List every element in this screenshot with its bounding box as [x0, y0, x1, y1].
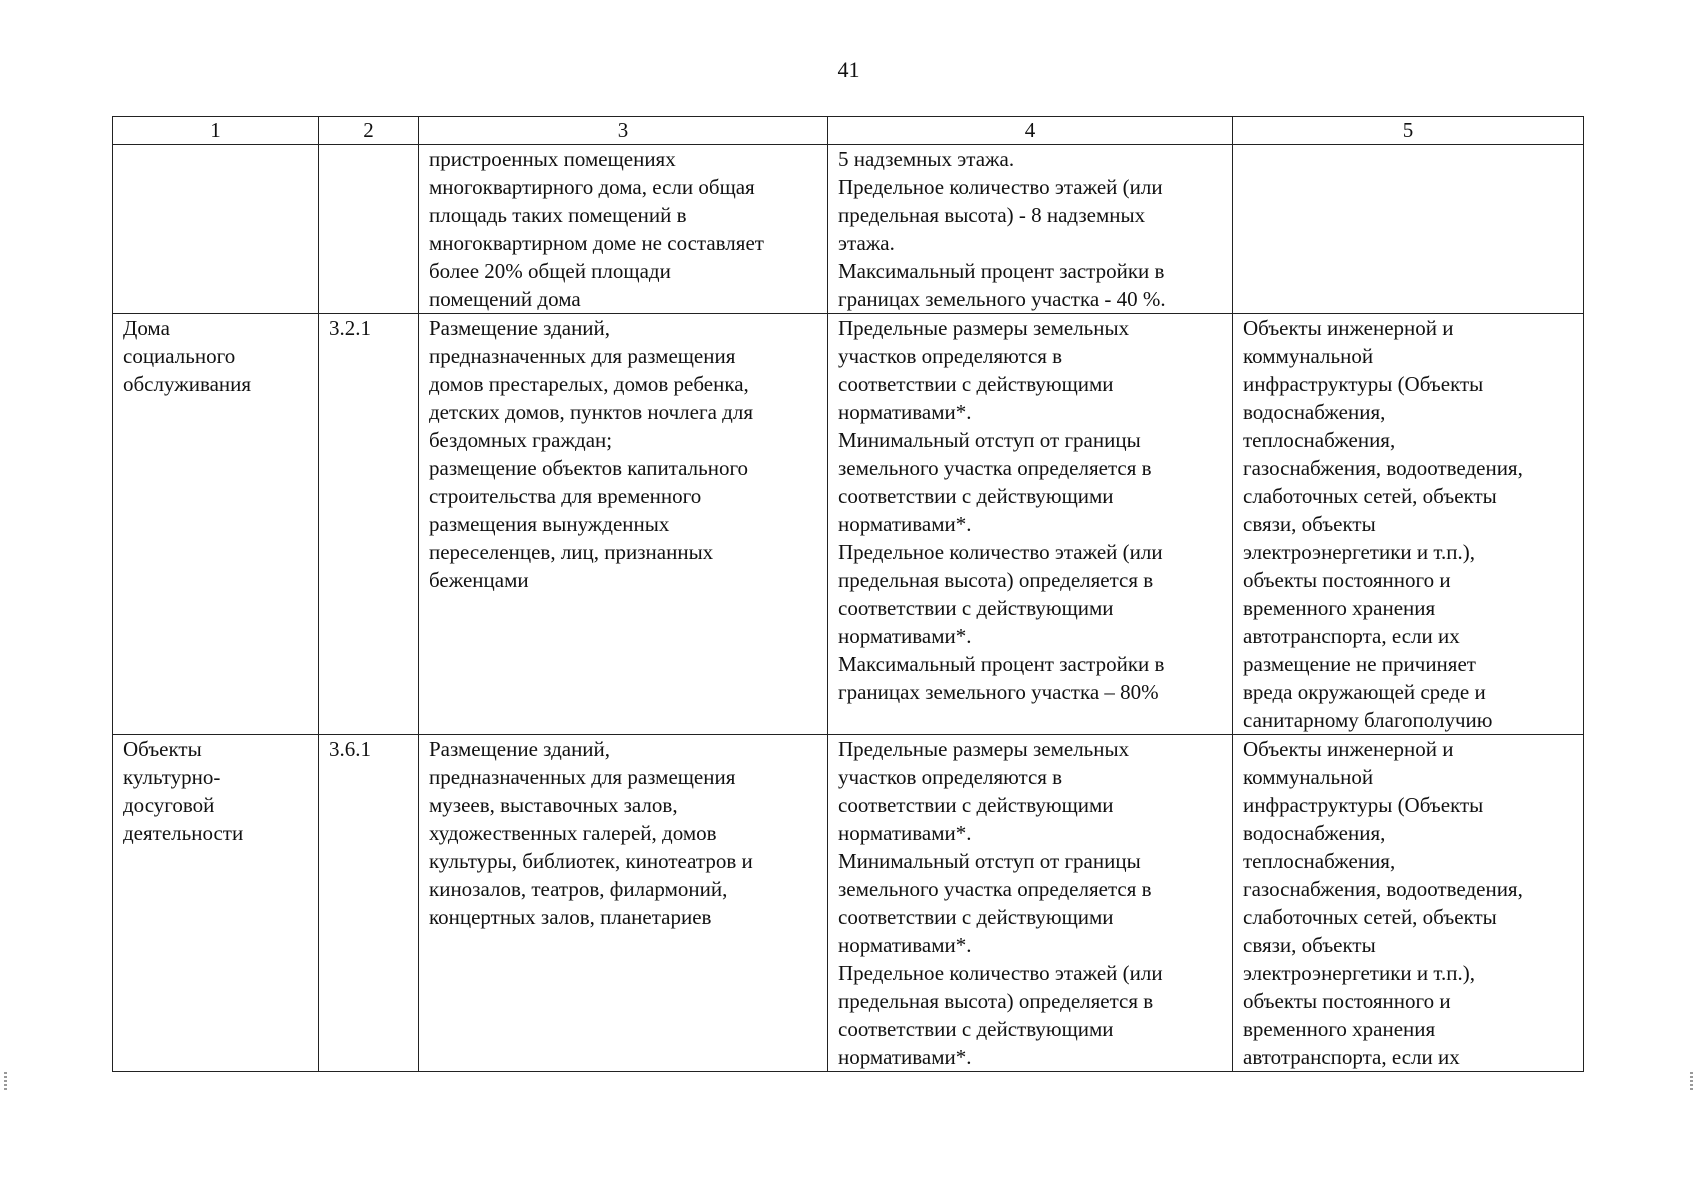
cell-text-line: инфраструктуры (Объекты [1243, 793, 1484, 817]
cell-text-line: электроэнергетики и т.п.), [1243, 540, 1475, 564]
cell-text-line: домов престарелых, домов ребенка, [429, 372, 749, 396]
cell-text-line: многоквартирном доме не составляет [429, 231, 764, 255]
cell-text-line: вреда окружающей среде и [1243, 680, 1486, 704]
cell-text-line: автотранспорта, если их [1243, 1045, 1460, 1069]
cell-text-line: помещений дома [429, 287, 581, 311]
description-cell [419, 314, 828, 735]
cell-text-line: Предельное количество этажей (или [838, 961, 1163, 985]
cell-text-line: Максимальный процент застройки в [838, 259, 1165, 283]
cell-text-line: Максимальный процент застройки в [838, 652, 1165, 676]
page-number: 41 [837, 57, 860, 82]
cell-text-line: теплоснабжения, [1243, 849, 1396, 873]
cell-text-line: земельного участка определяется в [838, 877, 1152, 901]
cell-text-line: пристроенных помещениях [429, 147, 676, 171]
cell-text-line: теплоснабжения, [1243, 428, 1396, 452]
cell-text-line: деятельности [123, 821, 244, 845]
cell-text-line: предельная высота) - 8 надземных [838, 203, 1146, 227]
table-header-row [113, 117, 1584, 145]
cell-text-line: нормативами*. [838, 512, 972, 536]
scan-edge-mark [1690, 1072, 1693, 1092]
cell-text-line: связи, объекты [1243, 512, 1376, 536]
cell-text-line: электроэнергетики и т.п.), [1243, 961, 1475, 985]
cell-text-line: газоснабжения, водоотведения, [1243, 456, 1523, 480]
cell-text-line: связи, объекты [1243, 933, 1376, 957]
cell-text-line: инфраструктуры (Объекты [1243, 372, 1484, 396]
use-code-cell: 3.6.1 [319, 735, 419, 1072]
cell-text-line: культурно- [123, 765, 221, 789]
scan-edge-mark [4, 1072, 7, 1092]
cell-text-line: музеев, выставочных залов, [429, 793, 678, 817]
cell-text-line: участков определяются в [838, 344, 1063, 368]
cell-text-line: границах земельного участка - 40 %. [838, 287, 1166, 311]
cell-text-line: размещение не причиняет [1243, 652, 1476, 676]
table-row [113, 735, 1584, 1072]
column-header: 1 [113, 117, 319, 145]
cell-text-line: водоснабжения, [1243, 821, 1386, 845]
cell-text-line: соответствии с действующими [838, 793, 1114, 817]
cell-text-line: этажа. [838, 231, 895, 255]
cell-text-line: предельная высота) определяется в [838, 568, 1154, 592]
cell-text-line: нормативами*. [838, 624, 972, 648]
cell-text-line: размещения вынужденных [429, 512, 670, 536]
use-type-cell [113, 735, 319, 1072]
cell-text-line: нормативами*. [838, 400, 972, 424]
cell-text-line: Предельные размеры земельных [838, 737, 1130, 761]
use-type-cell [113, 145, 319, 314]
column-header: 4 [828, 117, 1233, 145]
cell-text-line: Размещение зданий, [429, 737, 611, 761]
cell-text-line: санитарному благополучию [1243, 708, 1493, 732]
cell-text-line: Предельные размеры земельных [838, 316, 1130, 340]
cell-text-line: обслуживания [123, 372, 252, 396]
cell-text-line: соответствии с действующими [838, 484, 1114, 508]
cell-text-line: соответствии с действующими [838, 372, 1114, 396]
cell-text-line: газоснабжения, водоотведения, [1243, 877, 1523, 901]
cell-text-line: соответствии с действующими [838, 905, 1114, 929]
use-code-cell: 3.2.1 [319, 314, 419, 735]
cell-text-line: временного хранения [1243, 1017, 1436, 1041]
cell-text-line: Минимальный отступ от границы [838, 428, 1141, 452]
cell-text-line: площадь таких помещений в [429, 203, 687, 227]
cell-text-line: соответствии с действующими [838, 596, 1114, 620]
cell-text-line: предельная высота) определяется в [838, 989, 1154, 1013]
column-header: 5 [1233, 117, 1584, 145]
description-cell [419, 735, 828, 1072]
cell-text-line: строительства для временного [429, 484, 702, 508]
parameters-cell [828, 314, 1233, 735]
cell-text-line: слаботочных сетей, объекты [1243, 905, 1497, 929]
cell-text-line: нормативами*. [838, 933, 972, 957]
table-row [113, 145, 1584, 314]
cell-text-line: Размещение зданий, [429, 316, 611, 340]
cell-text-line: культуры, библиотек, кинотеатров и [429, 849, 753, 873]
cell-text-line: размещение объектов капитального [429, 456, 749, 480]
cell-text-line: многоквартирного дома, если общая [429, 175, 755, 199]
cell-text-line: водоснабжения, [1243, 400, 1386, 424]
cell-text-line: объекты постоянного и [1243, 568, 1451, 592]
cell-text-line: бездомных граждан; [429, 428, 613, 452]
cell-text-line: нормативами*. [838, 1045, 972, 1069]
cell-text-line: нормативами*. [838, 821, 972, 845]
auxiliary-uses-cell [1233, 145, 1584, 314]
cell-text-line: временного хранения [1243, 596, 1436, 620]
auxiliary-uses-cell [1233, 314, 1584, 735]
auxiliary-uses-cell [1233, 735, 1584, 1072]
cell-text-line: Минимальный отступ от границы [838, 849, 1141, 873]
cell-text-line: Дома [123, 316, 170, 340]
column-header: 3 [419, 117, 828, 145]
cell-text-line: Предельное количество этажей (или [838, 540, 1163, 564]
description-cell [419, 145, 828, 314]
parameters-cell [828, 145, 1233, 314]
land-use-table [112, 116, 1584, 1072]
cell-text-line: земельного участка определяется в [838, 456, 1152, 480]
cell-text-line: границах земельного участка – 80% [838, 680, 1159, 704]
cell-text-line: 5 надземных этажа. [838, 147, 1015, 171]
cell-text-line: кинозалов, театров, филармоний, [429, 877, 728, 901]
cell-text-line: Объекты инженерной и [1243, 737, 1454, 761]
cell-text-line: концертных залов, планетариев [429, 905, 712, 929]
cell-text-line: Предельное количество этажей (или [838, 175, 1163, 199]
cell-text-line: Объекты [123, 737, 202, 761]
table-row [113, 314, 1584, 735]
cell-text-line: слаботочных сетей, объекты [1243, 484, 1497, 508]
cell-text-line: участков определяются в [838, 765, 1063, 789]
cell-text-line: предназначенных для размещения [429, 344, 736, 368]
cell-text-line: художественных галерей, домов [429, 821, 717, 845]
cell-text-line: переселенцев, лиц, признанных [429, 540, 714, 564]
cell-text-line: более 20% общей площади [429, 259, 671, 283]
cell-text-line: предназначенных для размещения [429, 765, 736, 789]
use-type-cell [113, 314, 319, 735]
cell-text-line: соответствии с действующими [838, 1017, 1114, 1041]
cell-text-line: досуговой [123, 793, 215, 817]
cell-text-line: автотранспорта, если их [1243, 624, 1460, 648]
parameters-cell [828, 735, 1233, 1072]
column-header: 2 [319, 117, 419, 145]
cell-text-line: Объекты инженерной и [1243, 316, 1454, 340]
cell-text-line: беженцами [429, 568, 529, 592]
cell-text-line: социального [123, 344, 236, 368]
cell-text-line: объекты постоянного и [1243, 989, 1451, 1013]
cell-text-line: коммунальной [1243, 765, 1374, 789]
use-code-cell [319, 145, 419, 314]
cell-text-line: коммунальной [1243, 344, 1374, 368]
cell-text-line: детских домов, пунктов ночлега для [429, 400, 753, 424]
